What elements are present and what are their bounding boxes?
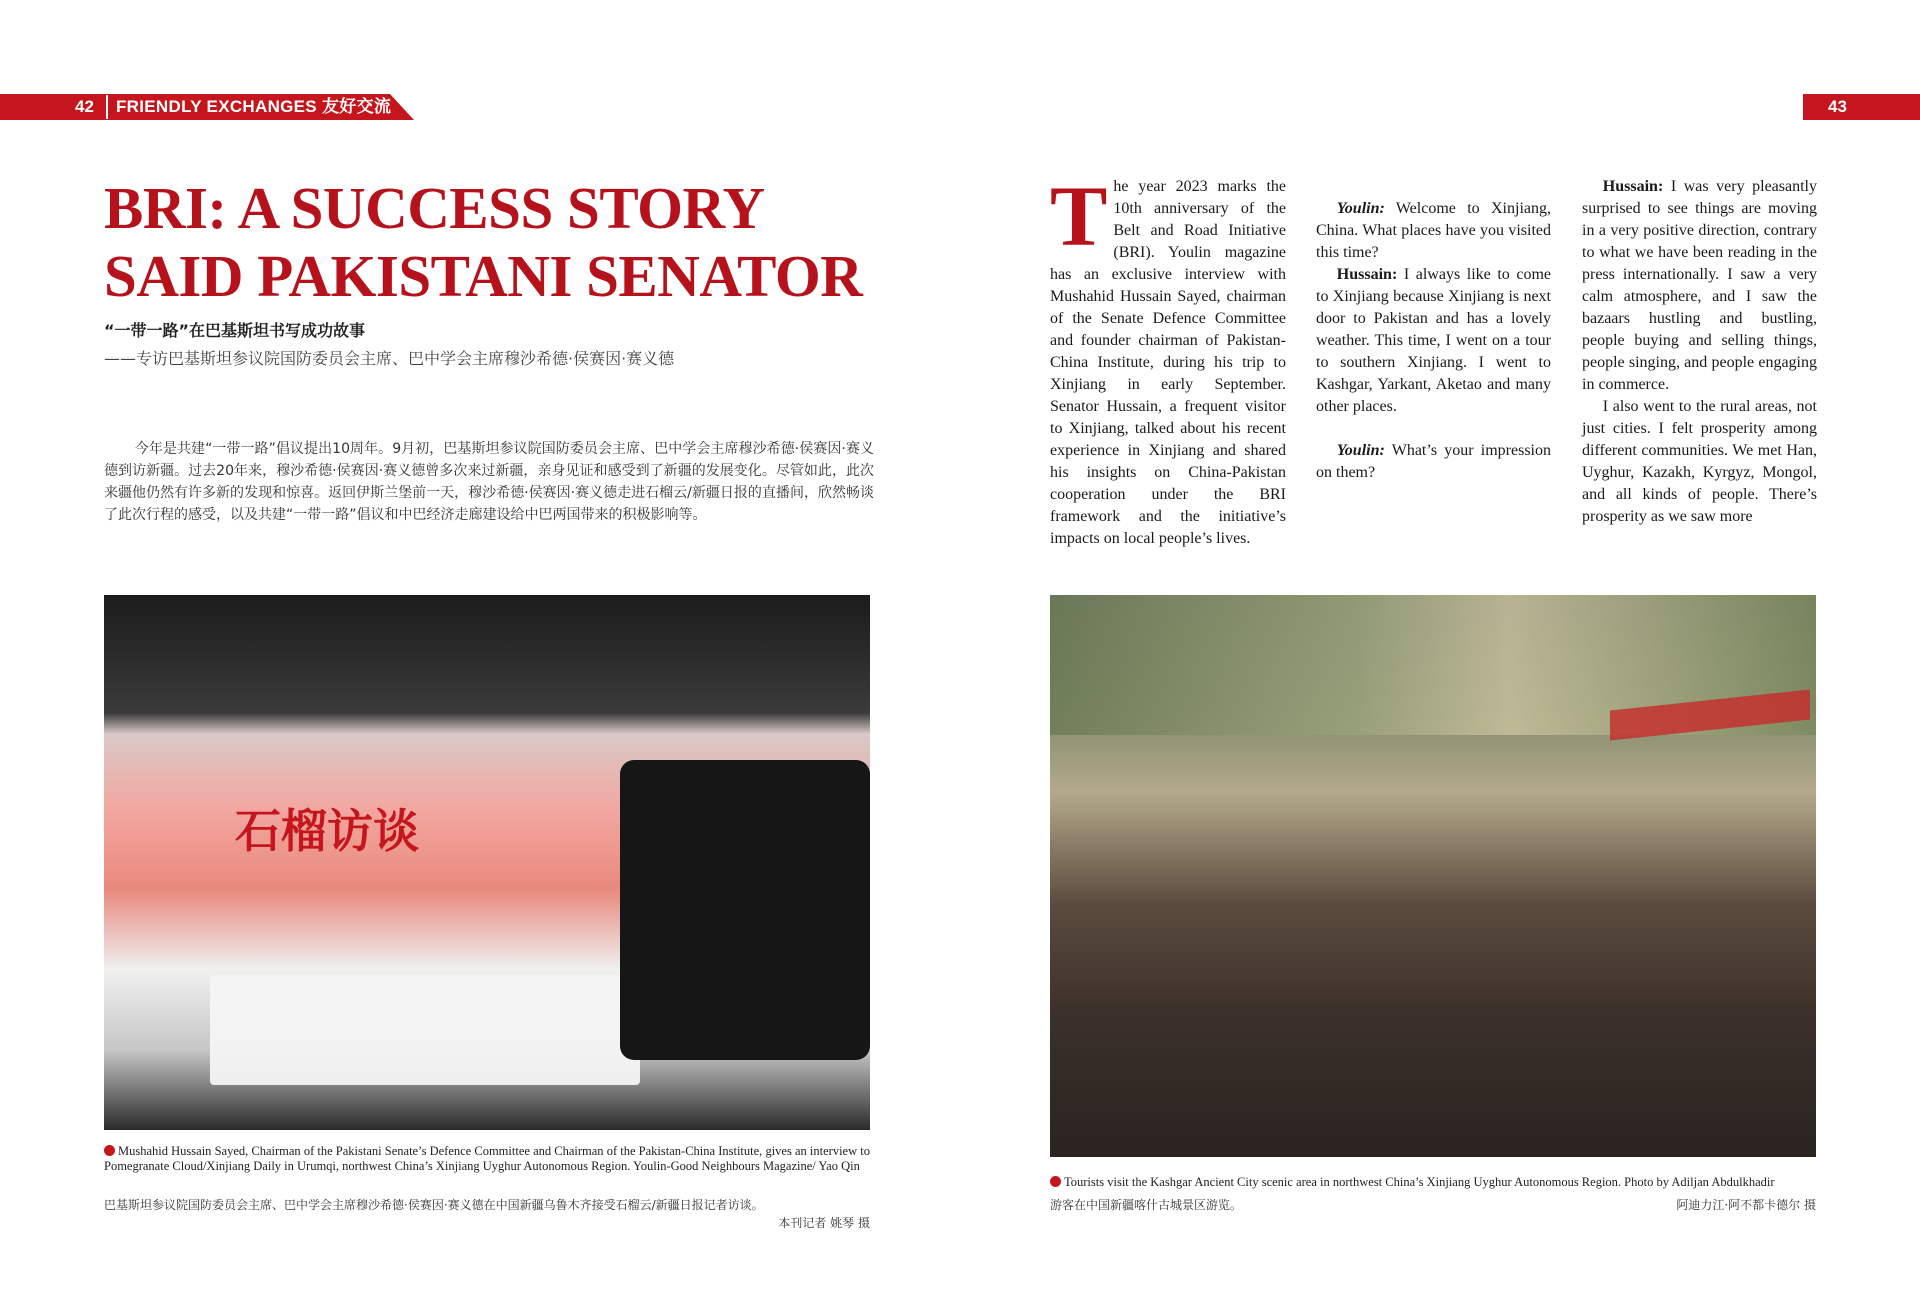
body-intro-paragraph: he year 2023 marks the 10th anniversary of the Belt and Road Initiative (BRI). Youlin magazine has an exclusive interview with Mushahid Hussain Sayed, chairman of the Senate Defence Committee and founder chairman of Pakistan-China Institute, during his trip to Xinjiang in early September. Senator Hussain, a frequent visitor to Xinjiang, talked about his recent experience in Xinjiang and shared his insights on China-Pakistan cooperation under the BRI framework and the initiative’s impacts on local people’s lives. — [1050, 178, 1286, 547]
left-caption-cn: 巴基斯坦参议院国防委员会主席、巴中学会主席穆沙希德·侯赛因·赛义德在中国新疆乌鲁木齐接受石榴云/新疆日报记者访谈。 — [104, 1198, 764, 1212]
answer-2: Hussain: I was very pleasantly surprised to see things are moving in a very positive direction, contrary to what we have been reading in the press internationally. I saw a very calm atmosphere, and I saw the bazaars hustling and bustling, people buying and selling things, people singing, and people engaging in commerce. — [1582, 178, 1817, 393]
answer-2-continued: I also went to the rural areas, not just cities. I felt prosperity among different communities. We met Han, Uyghur, Kazakh, Kyrgyz, Mongol, and all kinds of people. There’s prosperity as we saw more — [1582, 398, 1817, 525]
section-label: FRIENDLY EXCHANGES 友好交流 — [116, 97, 392, 116]
article-title: BRI: A SUCCESS STORY SAID PAKISTANI SENATOR — [104, 175, 863, 309]
answer-1: Hussain: I always like to come to Xinjiang because Xinjiang is next door to Pakistan and has a lovely weather. This time, I went on a tour to southern Xinjiang. I went to Kashgar, Yarkant, Aketao and many other places. — [1316, 266, 1551, 415]
camera-silhouette — [620, 760, 870, 1060]
chinese-subtitle: “一带一路”在巴基斯坦书写成功故事 — [104, 321, 366, 340]
caption-marker-icon — [104, 1145, 115, 1156]
studio-desk — [210, 975, 640, 1085]
right-caption-text: Tourists visit the Kashgar Ancient City scenic area in northwest China’s Xinjiang Uyghur Autonomous Region. Photo by Adiljan Abdulkhadir — [1064, 1175, 1775, 1189]
drop-cap: T — [1050, 168, 1108, 264]
left-photo-credit: 本刊记者 姚琴 摄 — [778, 1216, 870, 1230]
question-1: Youlin: Welcome to Xinjiang, China. What places have you visited this time? — [1316, 200, 1551, 261]
chinese-subtitle-2: ——专访巴基斯坦参议院国防委员会主席、巴中学会主席穆沙希德·侯赛因·赛义德 — [104, 349, 675, 368]
right-photo-credit: 阿迪力江·阿不都卡德尔 摄 — [1676, 1198, 1816, 1212]
body-column-1 — [1050, 168, 1286, 550]
caption-marker-icon — [1050, 1176, 1061, 1187]
right-caption-cn: 游客在中国新疆喀什古城景区游览。 — [1050, 1198, 1243, 1212]
right-page-number: 43 — [1828, 97, 1847, 116]
left-photo-caption — [104, 1144, 870, 1174]
left-page-number: 42 — [75, 97, 94, 116]
body-column-2 — [1316, 176, 1551, 484]
chinese-intro: 今年是共建“一带一路”倡议提出10周年。9月初，巴基斯坦参议院国防委员会主席、巴中学会主席穆沙希德·侯赛因·赛义德到访新疆。过去20年来，穆沙希德·侯赛因·赛义德曾多次来过新疆，亲身见证和感受到了新疆的发展变化。尽管如此，此次来疆他仍然有许多新的发现和惊喜。返回伊斯兰堡前一天，穆沙希德·侯赛因·赛义德走进石榴云/新疆日报的直播间，欣然畅谈了此次行程的感受，以及共建“一带一路”倡议和中巴经济走廊建设给中巴两国带来的积极影响等。 — [104, 441, 874, 523]
left-caption-text: Mushahid Hussain Sayed, Chairman of the Pakistani Senate’s Defence Committee and Chairman of the Pakistan-China Institute, gives an interview to Pomegranate Cloud/Xinjiang Daily in Urumqi, northwest China’s Xinjiang Uyghur Autonomous Region. Youlin-Good Neighbours Magazine/ Yao Qin — [104, 1144, 870, 1173]
question-2: Youlin: What’s your impression on them? — [1316, 442, 1551, 481]
right-photo-caption — [1050, 1175, 1816, 1190]
studio-logo: 石榴访谈 — [235, 804, 419, 858]
body-column-3 — [1582, 176, 1817, 528]
